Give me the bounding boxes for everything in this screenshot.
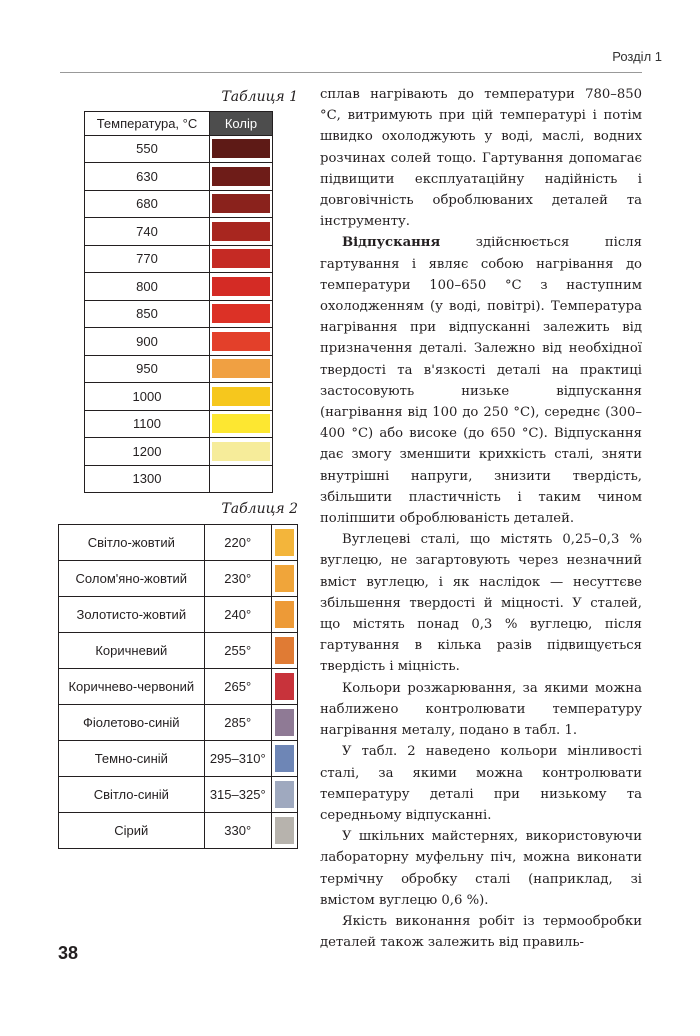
temper-color-swatch — [275, 601, 294, 628]
table1-color-cell — [209, 245, 272, 273]
table1-color-cell — [209, 383, 272, 411]
table2-swatch-cell — [271, 813, 297, 849]
table2-row — [59, 633, 298, 669]
temper-color-swatch — [275, 565, 294, 592]
table1-temp-cell: 740 — [85, 218, 210, 246]
table2-swatch-cell — [271, 597, 297, 633]
table2-swatch-cell — [271, 633, 297, 669]
table1-color-cell — [209, 163, 272, 191]
table1-row — [85, 328, 273, 356]
table2-temperature-cell: 265° — [204, 669, 271, 705]
table1-row — [85, 190, 273, 218]
table2-temperature-cell: 255° — [204, 633, 271, 669]
table1-row — [85, 438, 273, 466]
table1-color-cell — [209, 300, 272, 328]
table1-row — [85, 355, 273, 383]
table2-row — [59, 597, 298, 633]
paragraph-heat-colors: Кольори розжарювання, за якими можна наближено контролювати температуру нагрівання металу, подано в табл. 1. — [320, 680, 642, 739]
table1-row — [85, 218, 273, 246]
table1-color-cell — [209, 438, 272, 466]
table2-caption: Таблиця 2 — [221, 501, 298, 517]
paragraph-quality: Якість виконання робіт із термообробки деталей також залежить від правиль- — [320, 913, 642, 951]
table2-swatch-cell — [271, 777, 297, 813]
table2-swatch-cell — [271, 705, 297, 741]
table2-temperature-cell: 315–325° — [204, 777, 271, 813]
temper-color-swatch — [275, 781, 294, 808]
heat-color-swatch — [212, 359, 270, 378]
table2-swatch-cell — [271, 525, 297, 561]
table1-temp-cell: 630 — [85, 163, 210, 191]
table1-color-header: Колір — [209, 112, 272, 136]
table2-temperature-cell: 220° — [204, 525, 271, 561]
table2-row — [59, 777, 298, 813]
temper-color-swatch — [275, 673, 294, 700]
table1-row — [85, 273, 273, 301]
temper-color-swatch — [275, 637, 294, 664]
heat-color-swatch — [212, 277, 270, 296]
table1-temp-cell: 950 — [85, 355, 210, 383]
table1-temp-cell: 1200 — [85, 438, 210, 466]
paragraph-temper-colors: У табл. 2 наведено кольори мінливості сталі, за якими можна контролювати температуру деталі при низькому та середньому відпусканні. — [320, 744, 642, 823]
table2-row — [59, 705, 298, 741]
table2-color-name-cell: Фіолетово-синій — [59, 705, 205, 741]
heat-color-swatch — [212, 194, 270, 213]
heat-color-swatch — [212, 249, 270, 268]
table1-color-cell — [209, 328, 272, 356]
table1-temp-header: Температура, °С — [85, 112, 210, 136]
table1-row — [85, 245, 273, 273]
temper-color-swatch — [275, 817, 294, 844]
table2-temperature-cell: 285° — [204, 705, 271, 741]
table1-temp-cell: 680 — [85, 190, 210, 218]
table1-color-cell — [209, 190, 272, 218]
table1-temp-cell: 1000 — [85, 383, 210, 411]
table2-temperature-cell: 240° — [204, 597, 271, 633]
table2-color-name-cell: Сірий — [59, 813, 205, 849]
heat-color-swatch — [212, 167, 270, 186]
table1-header-row — [85, 112, 273, 136]
table1-temp-cell: 850 — [85, 300, 210, 328]
table2-row — [59, 669, 298, 705]
table2-color-name-cell: Солом'яно-жовтий — [59, 561, 205, 597]
table1-temp-cell: 1100 — [85, 410, 210, 438]
table2-color-name-cell: Світло-жовтий — [59, 525, 205, 561]
heat-color-swatch — [212, 442, 270, 461]
heat-color-table — [84, 111, 273, 493]
heat-color-swatch — [212, 304, 270, 323]
table1-color-cell — [209, 135, 272, 163]
table2-color-name-cell: Світло-синій — [59, 777, 205, 813]
table1-body — [85, 135, 273, 493]
body-text — [320, 84, 642, 953]
temper-color-table — [58, 524, 298, 849]
table2-row — [59, 813, 298, 849]
table2-row — [59, 561, 298, 597]
heat-color-swatch — [212, 222, 270, 241]
table1-temp-cell: 900 — [85, 328, 210, 356]
paragraph-tempering — [320, 232, 642, 529]
heat-color-swatch — [212, 139, 270, 158]
table2-body — [59, 525, 298, 849]
paragraph-tempering-text: здійснюється після гартування і являє собою нагрівання до температури 100–650 °С з наступним охолодженням (у воді, повітрі). Температура нагрівання при відпусканні залежить від призначення деталі. Залежно від необхідної твердості та в'язкості деталі на практиці застосовують низьке відпускання (нагрівання від 100 до 250 °С), середнє (300–400 °С) або високе (до 650 °С). Відпускання дає змогу зменшити крихкість сталі, зняти внутрішні напруги, знизити твердість, збільшити пластичність і таким чином поліпшити оброблюваність деталей. — [320, 235, 642, 527]
table1-temp-cell: 800 — [85, 273, 210, 301]
table2-row — [59, 525, 298, 561]
header-divider — [60, 72, 642, 73]
table1-row — [85, 410, 273, 438]
table2-color-name-cell: Темно-синій — [59, 741, 205, 777]
table1-color-cell — [209, 465, 272, 493]
paragraph-carbon-steels: Вуглецеві сталі, що містять 0,25–0,3 % вуглецю, не загартовують через незначний вміст вуглецю, і як наслідок — несуттєве збільшення твердості й міцності. У сталей, що містять понад 0,3 % вуглецю, після гартування в кілька разів підвищується твердість і міцність. — [320, 532, 642, 675]
table2-color-name-cell: Коричневий — [59, 633, 205, 669]
table2-temperature-cell: 330° — [204, 813, 271, 849]
table1-caption: Таблиця 1 — [221, 89, 298, 105]
table2-swatch-cell — [271, 741, 297, 777]
table2-row — [59, 741, 298, 777]
table1-row — [85, 300, 273, 328]
table1-color-cell — [209, 355, 272, 383]
table1-row — [85, 135, 273, 163]
heat-color-swatch — [212, 332, 270, 351]
table1-row — [85, 163, 273, 191]
table2-color-name-cell: Золотисто-жовтий — [59, 597, 205, 633]
table1-row — [85, 465, 273, 493]
paragraph-school-workshops: У шкільних майстернях, використовуючи лабораторну муфельну піч, можна виконати термічну обробку сталі (наприклад, зі вмістом вуглецю 0,6 %). — [320, 829, 642, 908]
heat-color-swatch — [212, 414, 270, 433]
temper-color-swatch — [275, 709, 294, 736]
heat-color-swatch — [212, 387, 270, 406]
temper-color-swatch — [275, 745, 294, 772]
table1-temp-cell: 770 — [85, 245, 210, 273]
table1-color-cell — [209, 410, 272, 438]
table2-color-name-cell: Коричнево-червоний — [59, 669, 205, 705]
paragraph-hardening: сплав нагрівають до температури 780–850 °С, витримують при цій температурі і потім швидко охолоджують у воді, маслі, водних розчинах солей тощо. Гартування допомагає підвищити експлуатаційну надійність і довговічність оброблюваних деталей та інструменту. — [320, 87, 642, 230]
section-header: Розділ 1 — [612, 49, 662, 64]
table2-temperature-cell: 295–310° — [204, 741, 271, 777]
table1-temp-cell: 1300 — [85, 465, 210, 493]
term-tempering: Відпускання — [342, 235, 441, 251]
page-number: 38 — [58, 943, 79, 963]
heat-color-swatch — [212, 469, 270, 488]
table2-swatch-cell — [271, 669, 297, 705]
temper-color-swatch — [275, 529, 294, 556]
table1-color-cell — [209, 273, 272, 301]
table2-temperature-cell: 230° — [204, 561, 271, 597]
table2-swatch-cell — [271, 561, 297, 597]
table1-row — [85, 383, 273, 411]
table1-temp-cell: 550 — [85, 135, 210, 163]
table1-color-cell — [209, 218, 272, 246]
